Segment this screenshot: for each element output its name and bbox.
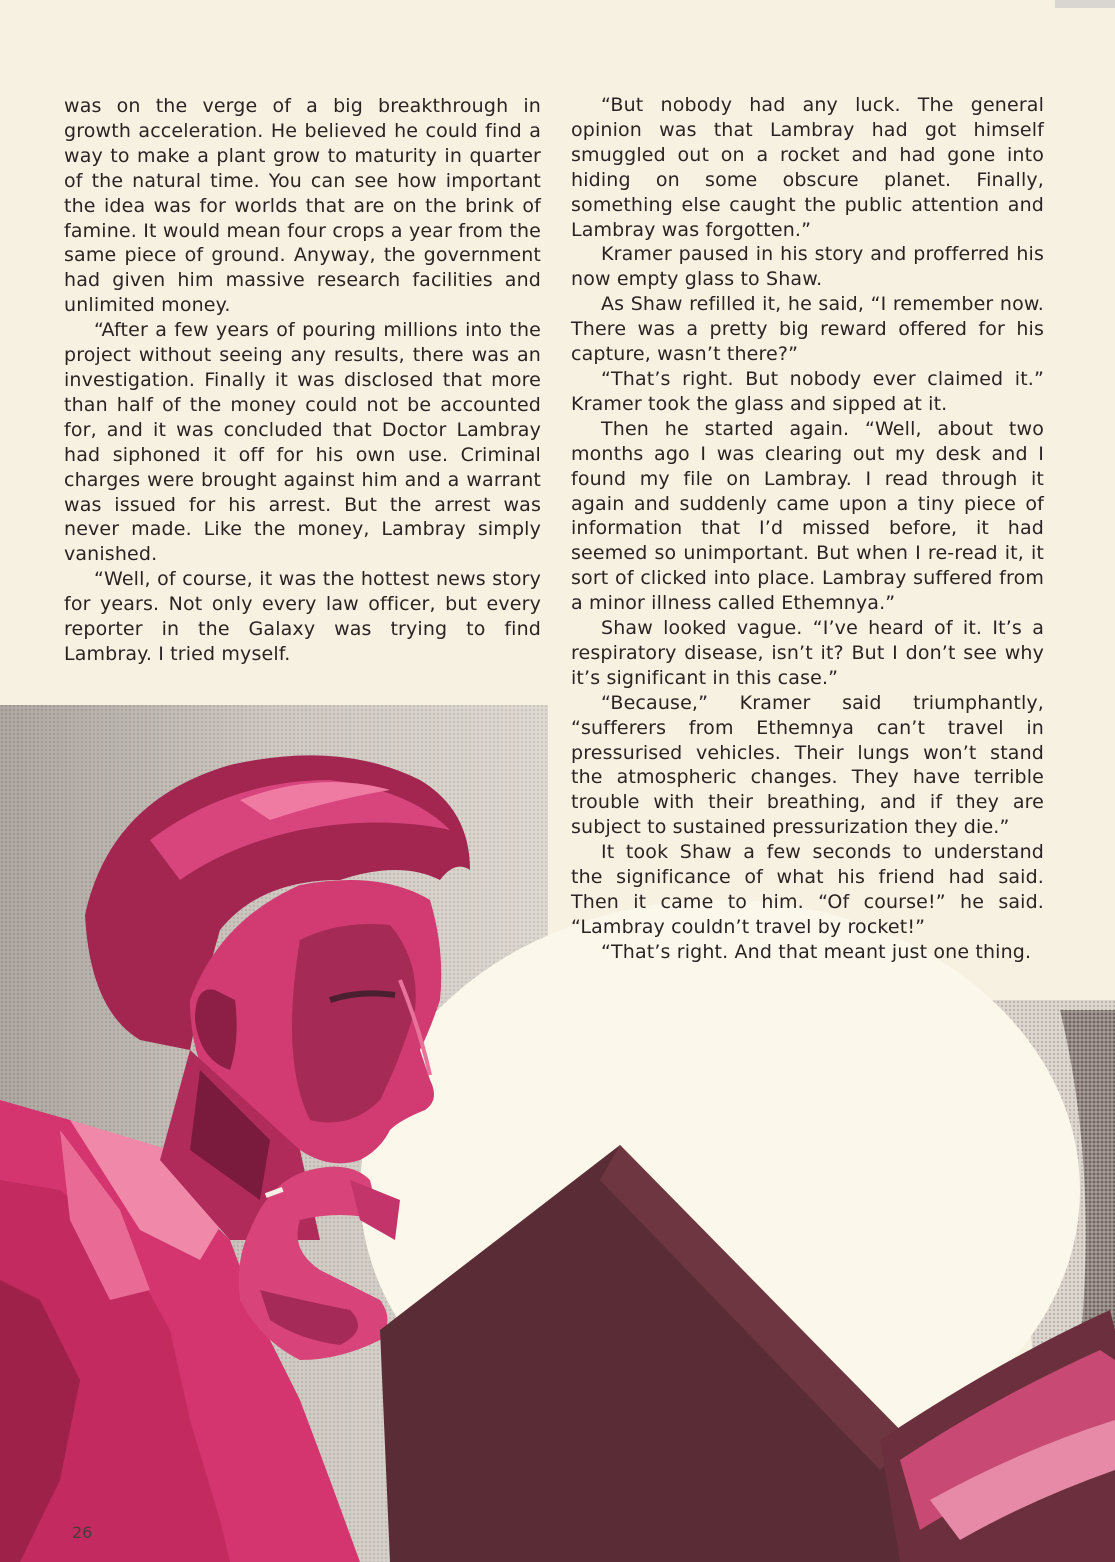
right-paragraph-6: Shaw looked vague. “I’ve heard of it. It’s a respiratory disease, isn’t it? But I don’t see why it’s significant in this case.” bbox=[571, 617, 1044, 689]
right-text-column bbox=[571, 93, 1044, 965]
right-paragraph-1: “But nobody had any luck. The general opinion was that Lambray had got himself smuggled out on a rocket and had gone into hiding on some obscure planet. Finally, something else caught the public attention and Lambray was forgotten.” bbox=[571, 94, 1044, 241]
left-text-column bbox=[64, 94, 541, 667]
page-edge-mark bbox=[1055, 0, 1115, 8]
page-number: 26 bbox=[72, 1523, 93, 1542]
right-paragraph-2: Kramer paused in his story and profferred his now empty glass to Shaw. bbox=[571, 243, 1044, 291]
right-paragraph-3: As Shaw refilled it, he said, “I remember now. There was a pretty big reward offered for his capture, wasn’t there?” bbox=[571, 293, 1044, 366]
right-paragraph-8: It took Shaw a few seconds to understand the significance of what his friend had said. Then it came to him. “Of course!” he said. “Lambray couldn’t travel by rocket!” bbox=[571, 841, 1044, 938]
left-paragraph-2: “After a few years of pouring millions into the project without seeing any results, there was an investigation. Finally it was disclosed that more than half of the money could not be accounted for, and it was concluded that Doctor Lambray had siphoned it off for his own use. Criminal charges were brought against him and a warrant was issued for his arrest. But the arrest was never made. Like the money, Lambray simply vanished. bbox=[64, 319, 541, 566]
right-paragraph-5: Then he started again. “Well, about two months ago I was clearing out my desk and I found my file on Lambray. I read through it again and suddenly came upon a tiny piece of information that I’d missed before, it had seemed so unimportant. But when I re-read it, it sort of clicked into place. Lambray suffered from a minor illness called Ethemnya.” bbox=[571, 417, 1044, 615]
right-paragraph-4: “That’s right. But nobody ever claimed it.” Kramer took the glass and sipped at it. bbox=[571, 367, 1044, 415]
right-paragraph-9: “That’s right. And that meant just one thing. bbox=[601, 940, 1032, 963]
left-paragraph-3: “Well, of course, it was the hottest news story for years. Not only every law officer, but every reporter in the Galaxy was trying to find Lambray. I tried myself. bbox=[64, 568, 541, 665]
right-paragraph-7: “Because,” Kramer said triumphantly, “sufferers from Ethemnya can’t travel in pressurised vehicles. Their lungs won’t stand the atmospheric changes. They have terrible trouble with their breathing, and if they are subject to sustained pressurization they die.” bbox=[571, 691, 1044, 839]
left-paragraph-1: was on the verge of a big breakthrough in growth acceleration. He believed he could find a way to make a plant grow to maturity in quarter of the natural time. You can see how important the idea was for worlds that are on the brink of famine. It would mean four crops a year from the same piece of ground. Anyway, the government had given him massive research facilities and unlimited money. bbox=[64, 95, 541, 317]
